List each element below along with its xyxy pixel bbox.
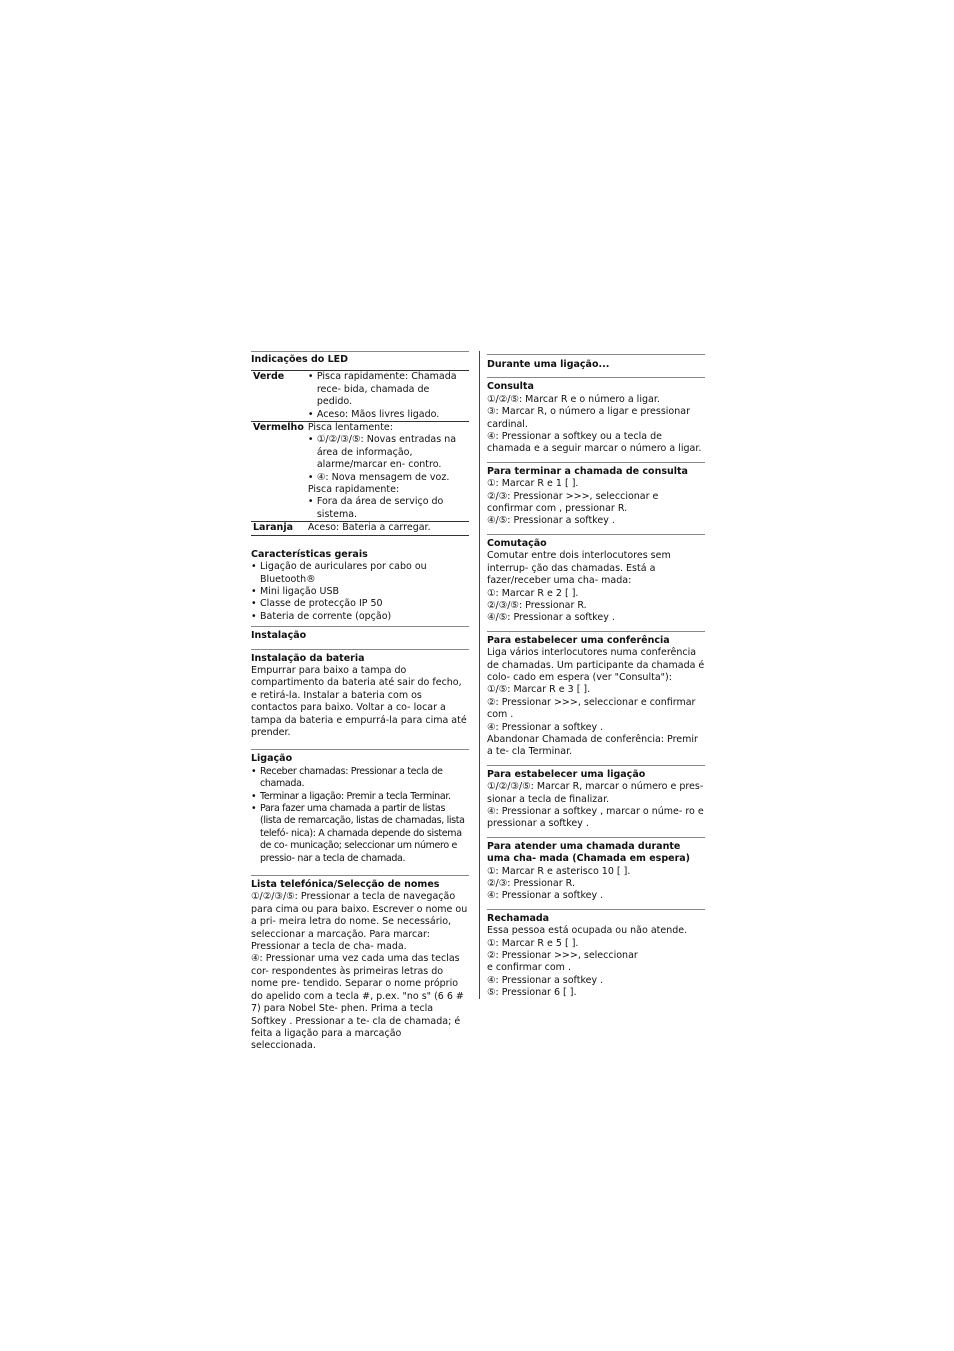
section-title: Para terminar a chamada de consulta xyxy=(487,465,688,477)
led-description xyxy=(306,422,469,522)
led-row xyxy=(251,422,469,522)
during-title: Durante uma ligação... xyxy=(487,359,610,370)
led-text: Pisca rapidamente: xyxy=(307,484,400,496)
led-color: Verde xyxy=(253,371,285,383)
section-line: ①: Marcar R e 1 [ ]. xyxy=(487,478,579,490)
section-line: Abandonar Chamada de conferência: Premir a te- cla Terminar. xyxy=(487,733,698,758)
section-line: ①/⑤: Marcar R e 3 [ ]. xyxy=(487,684,591,696)
section-line: Liga vários interlocutores numa conferência de chamadas. Um participante da chamada é colo- cado em espera (ver "Consulta"): xyxy=(487,647,705,683)
led-bullet-text: Pisca rapidamente: Chamada rece- bida, chamada de pedido. xyxy=(316,371,457,408)
section-title: Para estabelecer uma conferência xyxy=(487,634,670,646)
led-description xyxy=(306,522,469,535)
phonebook-section xyxy=(251,875,469,1053)
section-line: ④: Pressionar a softkey . xyxy=(487,974,604,986)
section-line: ④/⑤: Pressionar a softkey . xyxy=(487,612,615,624)
section-line: ④/⑤: Pressionar a softkey . xyxy=(487,515,615,527)
led-text: Pisca lentamente: xyxy=(307,422,393,434)
battery-section xyxy=(251,649,469,740)
connection-list xyxy=(251,766,469,865)
phonebook-text-2: ④: Pressionar uma vez cada uma das teclas cor- respondentes às primeiras letras do nome pre- tendido. Separar o nome próprio do apelido com a tecla #, p.ex. "no s" (6 6 # 7) para Nobel Ste- phen. Prima a tecla Softkey . Pressionar a te- cla de chamada; é feita a ligação para a marcação seleccionada. xyxy=(251,953,464,1052)
bullet-icon: • xyxy=(307,496,314,508)
led-bullet xyxy=(308,371,467,408)
list-item: • Para fazer uma chamada a partir de listas (lista de remarcação, listas de chamadas, lista telefó- nica): A chamada depende do sistema de co- municação; seleccionar um número e pressio- nar a tecla de chamada. xyxy=(251,803,469,865)
list-item: • Classe de protecção IP 50 xyxy=(251,598,469,610)
led-bullet xyxy=(308,472,467,484)
section-line: ④: Pressionar a softkey , marcar o núme- ro e pressionar a softkey . xyxy=(487,806,704,830)
features-title: Características gerais xyxy=(251,548,368,560)
section xyxy=(487,765,705,831)
list-item: • Ligação de auriculares por cabo ou Bluetooth® xyxy=(251,561,469,586)
section-line: ④: Pressionar a softkey . xyxy=(487,890,604,902)
battery-title: Instalação da bateria xyxy=(251,652,365,664)
connection-title: Ligação xyxy=(251,753,293,765)
section-line: ②: Pressionar >>>, seleccionar xyxy=(487,950,638,962)
led-row xyxy=(251,371,469,422)
led-bullet-text: Fora da área de serviço do sistema. xyxy=(316,496,444,520)
led-bullet-text: ④: Nova mensagem de voz. xyxy=(316,471,450,483)
section xyxy=(487,909,705,1000)
section-line: ①: Marcar R e 2 [ ]. xyxy=(487,587,579,599)
led-color: Laranja xyxy=(253,522,293,534)
phonebook-title: Lista telefónica/Selecção de nomes xyxy=(251,879,440,891)
connection-section xyxy=(251,749,469,865)
section-line: ④: Pressionar a softkey ou a tecla de chamada e a seguir marcar o número a ligar. xyxy=(487,431,702,455)
bullet-icon: • xyxy=(307,408,314,420)
section-line: ①/②/③/⑤: Marcar R, marcar o número e pres- sionar a tecla de finalizar. xyxy=(487,781,704,805)
list-item: • Mini ligação USB xyxy=(251,586,469,598)
section-line: ③: Marcar R, o número a ligar e pressionar cardinal. xyxy=(487,406,690,430)
right-column xyxy=(487,354,705,1000)
section-line: ①: Marcar R e asterisco 10 [ ]. xyxy=(487,865,631,877)
list-item: • Bateria de corrente (opção) xyxy=(251,611,469,623)
bullet-icon: • xyxy=(307,471,314,483)
section-line: ②/③: Pressionar R. xyxy=(487,878,575,890)
section xyxy=(487,534,705,625)
led-text: Aceso: Bateria a carregar. xyxy=(307,522,431,534)
section-line: ⑤: Pressionar 6 [ ]. xyxy=(487,987,577,999)
section-title: Para atender uma chamada durante uma cha- mada (Chamada em espera) xyxy=(487,840,691,865)
section xyxy=(487,377,705,455)
section-title: Consulta xyxy=(487,381,534,393)
section-line: ②/③/⑤: Pressionar R. xyxy=(487,599,587,611)
bullet-icon: • xyxy=(307,434,314,446)
led-description xyxy=(306,371,469,422)
section-title: Para estabelecer uma ligação xyxy=(487,768,646,780)
section-title: Comutação xyxy=(487,537,547,549)
battery-text: Empurrar para baixo a tampa do compartimento da bateria até sair do fecho, e retirá-la. Instalar a bateria com os contactos para baixo. Voltar a co- locar a tampa da bateria e empurrá-la para cima até prender. xyxy=(251,664,467,738)
section-line: ④: Pressionar a softkey . xyxy=(487,721,604,733)
led-row xyxy=(251,522,469,535)
list-item: • Receber chamadas: Pressionar a tecla de chamada. xyxy=(251,766,469,791)
led-table xyxy=(251,370,469,535)
led-bullet-text: Aceso: Mãos livres ligado. xyxy=(316,408,440,420)
section-line: Comutar entre dois interlocutores sem interrup- ção das chamadas. Está a fazer/receber uma cha- mada: xyxy=(487,550,671,587)
features-section xyxy=(251,546,469,623)
led-bullet xyxy=(308,409,467,421)
led-bullet-text: ①/②/③/⑤: Novas entradas na área de informação, alarme/marcar en- contro. xyxy=(316,434,457,471)
section-line: ②: Pressionar >>>, seleccionar e confirmar com . xyxy=(487,696,696,721)
section-line: e confirmar com . xyxy=(487,962,571,974)
bullet-icon: • xyxy=(307,371,314,383)
led-title: Indicações do LED xyxy=(251,354,349,365)
install-title: Instalação xyxy=(251,630,307,642)
led-bullet xyxy=(308,434,467,471)
section-line: ②/③: Pressionar >>>, seleccionar e confirmar com , pressionar R. xyxy=(487,490,659,515)
section-line: Essa pessoa está ocupada ou não atende. xyxy=(487,925,688,937)
section-line: ①: Marcar R e 5 [ ]. xyxy=(487,937,579,949)
section xyxy=(487,837,705,903)
column-divider xyxy=(479,351,480,999)
left-column xyxy=(251,351,469,1053)
features-list xyxy=(251,561,469,623)
list-item: • Terminar a ligação: Premir a tecla Terminar. xyxy=(251,791,469,803)
section-line: ①/②/⑤: Marcar R e o número a ligar. xyxy=(487,393,660,405)
section xyxy=(487,462,705,528)
led-bullet xyxy=(308,496,467,521)
section-title: Rechamada xyxy=(487,912,550,924)
section xyxy=(487,631,705,759)
led-color: Vermelho xyxy=(253,422,304,434)
phonebook-text-1: ①/②/③/⑤: Pressionar a tecla de navegação para cima ou para baixo. Escrever o nome ou a pri- meira letra do nome. Se necessário, seleccionar a marcação. Para marcar: Pressionar a tecla de cha- mada. xyxy=(251,891,468,953)
install-section xyxy=(251,626,469,642)
right-sections xyxy=(487,377,705,999)
